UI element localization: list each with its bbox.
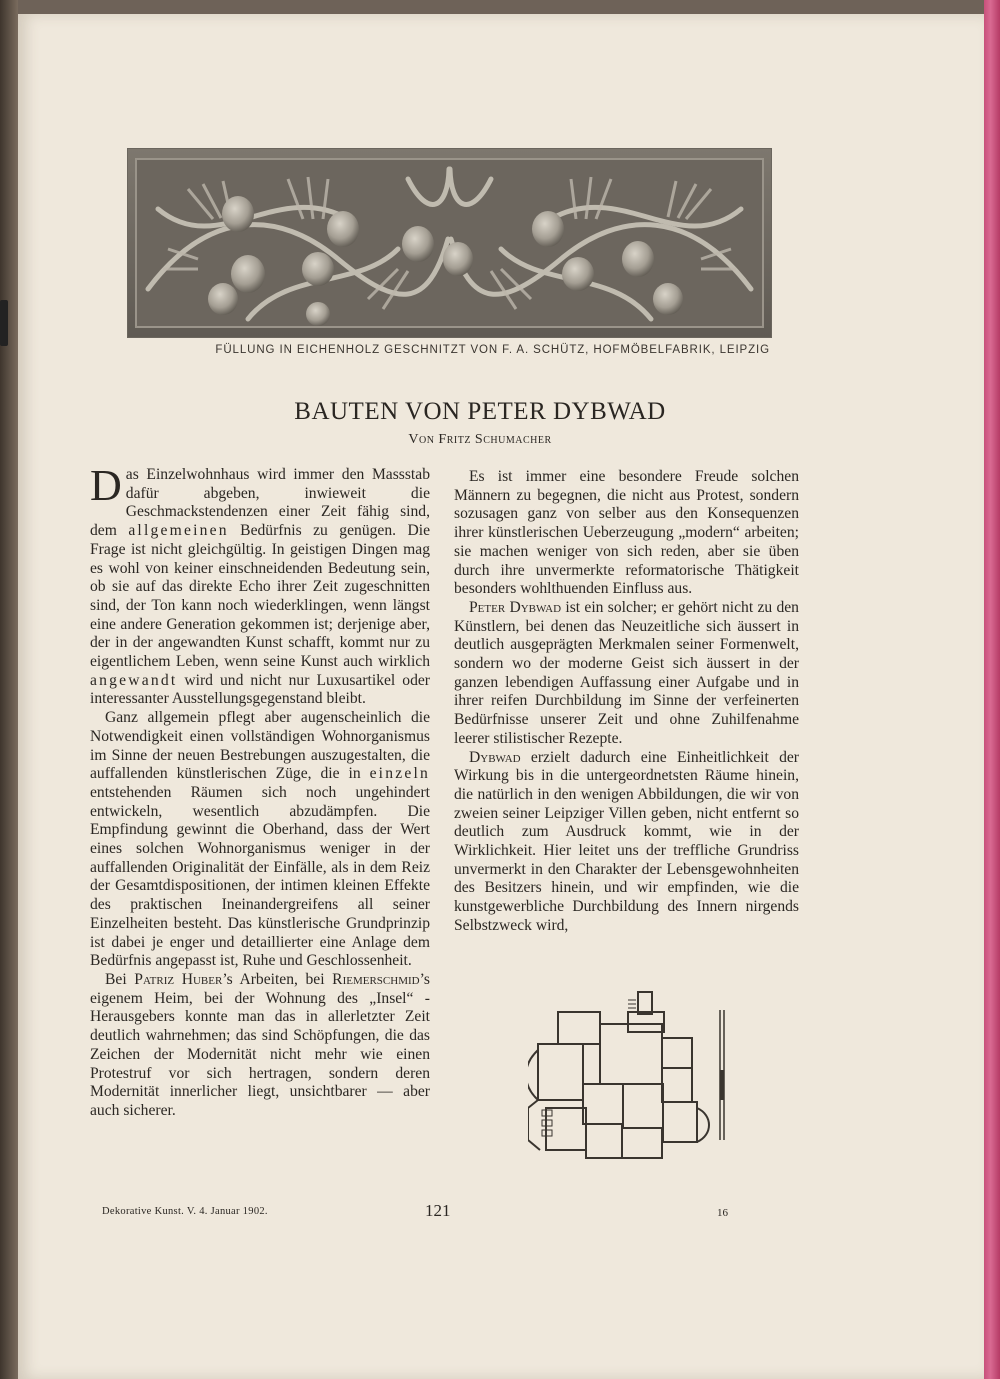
- text-run: ’s eigenem Heim, bei der Wohnung des „Insel“ -Herausgebers konnte man das in allerletzter Zeit deutlich wahrnehmen; das sind Schöpfungen, die das Zeichen der Modernität nicht mehr wie einen Protestruf vor sich hertragen, sondern deren Modernität innerlicher liegt, unsichtbarer — aber auch sicherer.: [90, 970, 430, 1119]
- paragraph-5: [454, 599, 799, 749]
- footer-journal: Dekorative Kunst. V. 4. Januar 1902.: [102, 1206, 268, 1217]
- book-binding-left: [0, 0, 18, 1379]
- spaced-word: angewandt: [90, 671, 178, 689]
- text-run: Ganz allgemein pflegt aber augenscheinlich die Notwendigkeit einen vollständigen Wohnorganismus im Sinne der neuen Bestrebungen auszugestalten, die auffallenden künstlerischen Züge, die in: [90, 709, 430, 783]
- floor-plan-image: [528, 990, 738, 1170]
- right-column: [454, 468, 799, 936]
- text-run: erzielt dadurch eine Einheitlichkeit der Wirkung bis in die untergeordnetsten Räume hinein, die natürlich in den wenigen Abbildungen, die wir von zweien seiner Leipziger Villen geben, nicht entfernt so deutlich zum Ausdruck kommt, wie in der Wirklichkeit. Hier leitet uns der treffliche Grundriss unvermerkt in den Charakter der Lebensgewohnheiten des Besitzers hinein, und wir empfinden, wie die kunstgewerbliche Durchbildung des Innern nirgends Selbstzweck wird,: [454, 748, 799, 934]
- text-run: ist ein solcher; er gehört nicht zu den Künstlern, bei denen das Neuzeitliche sich äussert in deutlich ausgeprägten Merkmalen seiner Formenwelt, sondern wo der moderne Geist sich äussert in der ganzen lebendigen Auffassung einer Aufgabe und in ihrer reifen Durchbildung im Sinne der verfeinerten Bedürfnisse unserer Zeit und ohne Zuhilfenahme leerer stilistischer Rezepte.: [454, 598, 799, 747]
- text-run: wird und nicht nur Luxusartikel oder interessanter Ausstellungsgegenstand bleibt.: [90, 671, 430, 708]
- clip: [0, 300, 8, 346]
- paragraph-2: [90, 709, 430, 971]
- page-number: 121: [425, 1201, 451, 1220]
- text-run: as Einzelwohnhaus wird immer den Massstab dafür abgeben, inwieweit die Geschmackstendenzen einer Zeit fähig sind, dem: [90, 466, 430, 540]
- paragraph-4: Es ist immer eine besondere Freude solchen Männern zu begegnen, die nicht aus Protest, sondern sozusagen ganz von selber aus den Konsequenzen ihrer künstlerischen Ueberzeugung „modern“ arbeiten; sie machen weniger von sich reden, aber sie üben durch ihre unvermerkte reformatorische Thätigkeit besonders wohlthuenden Einfluss aus.: [454, 468, 799, 598]
- floor-plan-drawing: [528, 990, 738, 1170]
- name-small-caps: Peter Dybwad: [469, 598, 562, 616]
- article-title: [0, 398, 710, 426]
- paragraph-3: [90, 971, 430, 1121]
- book-edge-right: [984, 0, 1000, 1379]
- text-run: entstehenden Räumen sich noch ungehindert entwickeln, wesentlich abzudämpfen. Die Empfindung gewinnt die Oberhand, dass der Wert eines solchen Wohnorganismus weniger in der auffallenden Originalität der Einfälle, als in dem Reiz der Gesamtdispositionen, der intimen kleinen Effekte des praktischen Ineinandergreifens all seiner Einzelheiten besteht. Das künstlerische Grundprinzip ist dabei je enger und detaillierter eine Anlage dem Bedürfnis angepasst ist, Ruhe und Geschlossenheit.: [90, 783, 430, 970]
- left-column: [90, 461, 430, 1121]
- name-small-caps: Patriz Huber: [134, 970, 223, 988]
- text-run: ’s Arbeiten, bei: [222, 970, 333, 988]
- spaced-word: einzeln: [369, 765, 430, 783]
- name-small-caps: Riemerschmid: [332, 970, 420, 988]
- paragraph-6: [454, 749, 799, 936]
- image-caption: FÜLLUNG IN EICHENHOLZ GESCHNITZT VON F. A. SCHÜTZ, HOFMÖBELFABRIK, LEIPZIG: [215, 344, 770, 356]
- signature-mark: 16: [717, 1207, 728, 1219]
- text-run: Bei: [105, 970, 135, 988]
- spaced-word: allgemeinen: [128, 522, 229, 540]
- ornament-drawing: [128, 149, 771, 337]
- paragraph-1: [90, 461, 430, 709]
- carved-oak-panel-image: [127, 148, 772, 338]
- byline: Von Fritz Schumacher: [408, 432, 552, 447]
- text-run: Bedürfnis zu genügen. Die Frage ist nicht gleichgültig. In geistigen Dingen mag es wohl von keiner einschneidenden Bedeutung sein, ob sie auf das direkte Echo ihrer Zeit zugeschnitten sind, der Ton kann noch wiederklingen, wenn längst eine andere Generation gekommen ist; derjenige aber, der in der angewandten Kunst schafft, kommt nur zu eigentlichem Leben, wenn seine Kunst auch wirklich: [90, 522, 430, 671]
- title-text: BAUTEN VON PETER DYBWAD: [294, 398, 666, 425]
- drop-cap: D: [90, 461, 122, 510]
- name-small-caps: Dybwad: [469, 748, 521, 766]
